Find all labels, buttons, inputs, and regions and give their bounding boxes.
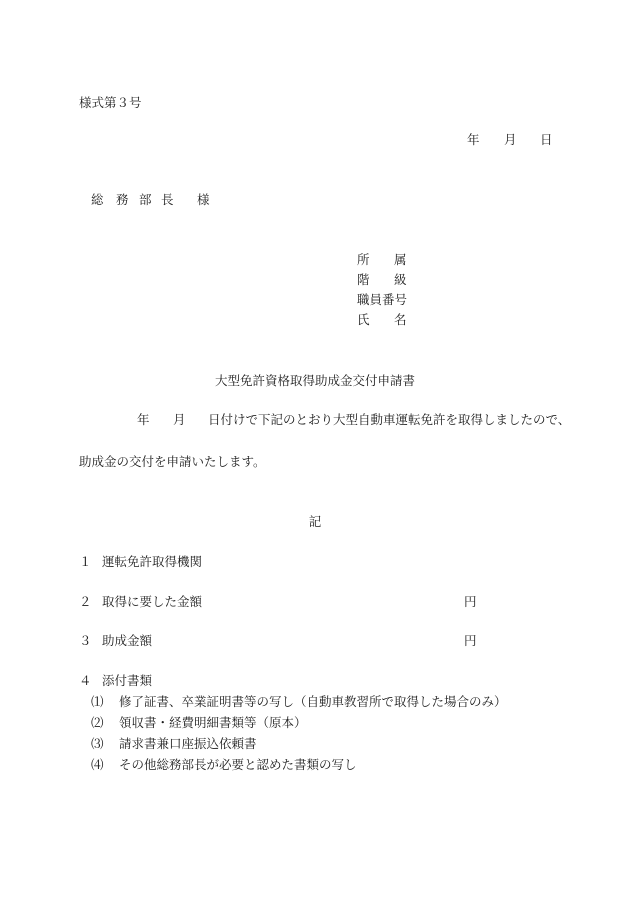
item-label: 添付書類 bbox=[102, 673, 153, 688]
affiliation-label-1: 所 bbox=[357, 252, 370, 267]
item-number: １ bbox=[79, 554, 92, 569]
attachment-number: ⑶ bbox=[91, 736, 104, 751]
affiliation-row bbox=[357, 252, 417, 272]
body-line-2: 助成金の交付を申請いたします。 bbox=[79, 454, 266, 469]
item-label: 助成金額 bbox=[102, 633, 153, 648]
attachment-number: ⑵ bbox=[91, 715, 104, 730]
body-year-label: 年 bbox=[137, 412, 150, 427]
applicant-block bbox=[357, 252, 417, 332]
item-number: ３ bbox=[79, 633, 92, 648]
item-number: ２ bbox=[79, 594, 92, 609]
item-number: ４ bbox=[79, 673, 92, 688]
attachment-number: ⑷ bbox=[91, 757, 104, 772]
item-2-yen-unit: 円 bbox=[464, 594, 477, 609]
rank-label-2: 級 bbox=[394, 272, 407, 287]
attachment-number: ⑴ bbox=[91, 694, 104, 709]
body-month-label: 月 bbox=[173, 412, 186, 427]
form-number: 様式第３号 bbox=[79, 95, 142, 110]
addressee-char: 部 bbox=[139, 192, 152, 207]
date-month-label: 月 bbox=[504, 132, 517, 147]
employee-number-label: 職員番号 bbox=[357, 292, 408, 307]
body-line-1-text: 日付けで下記のとおり大型自動車運転免許を取得しましたので、 bbox=[208, 412, 571, 427]
date-day-label: 日 bbox=[540, 132, 553, 147]
attachment-label: その他総務部長が必要と認めた書類の写し bbox=[119, 757, 357, 772]
name-label-1: 氏 bbox=[357, 312, 370, 327]
date-year-label: 年 bbox=[467, 132, 480, 147]
employee-number-row bbox=[357, 292, 417, 312]
item-3-yen-unit: 円 bbox=[464, 633, 477, 648]
attachment-label: 請求書兼口座振込依頼書 bbox=[119, 736, 257, 751]
item-label: 運転免許取得機関 bbox=[102, 554, 203, 569]
ki-heading: 記 bbox=[308, 514, 322, 529]
addressee-char: 長 bbox=[161, 192, 174, 207]
name-label-2: 名 bbox=[394, 312, 407, 327]
rank-label-1: 階 bbox=[357, 272, 370, 287]
rank-row bbox=[357, 272, 417, 292]
addressee-char: 務 bbox=[116, 192, 129, 207]
addressee-char: 総 bbox=[91, 192, 104, 207]
attachment-label: 領収書・経費明細書類等（原本） bbox=[119, 715, 307, 730]
addressee-honorific: 様 bbox=[197, 192, 210, 207]
name-row bbox=[357, 312, 417, 332]
addressee bbox=[91, 192, 231, 208]
document-title: 大型免許資格取得助成金交付申請書 bbox=[214, 373, 415, 388]
attachment-label: 修了証書、卒業証明書等の写し（自動車教習所で取得した場合のみ） bbox=[119, 694, 507, 709]
affiliation-label-2: 属 bbox=[394, 252, 407, 267]
item-label: 取得に要した金額 bbox=[102, 594, 203, 609]
